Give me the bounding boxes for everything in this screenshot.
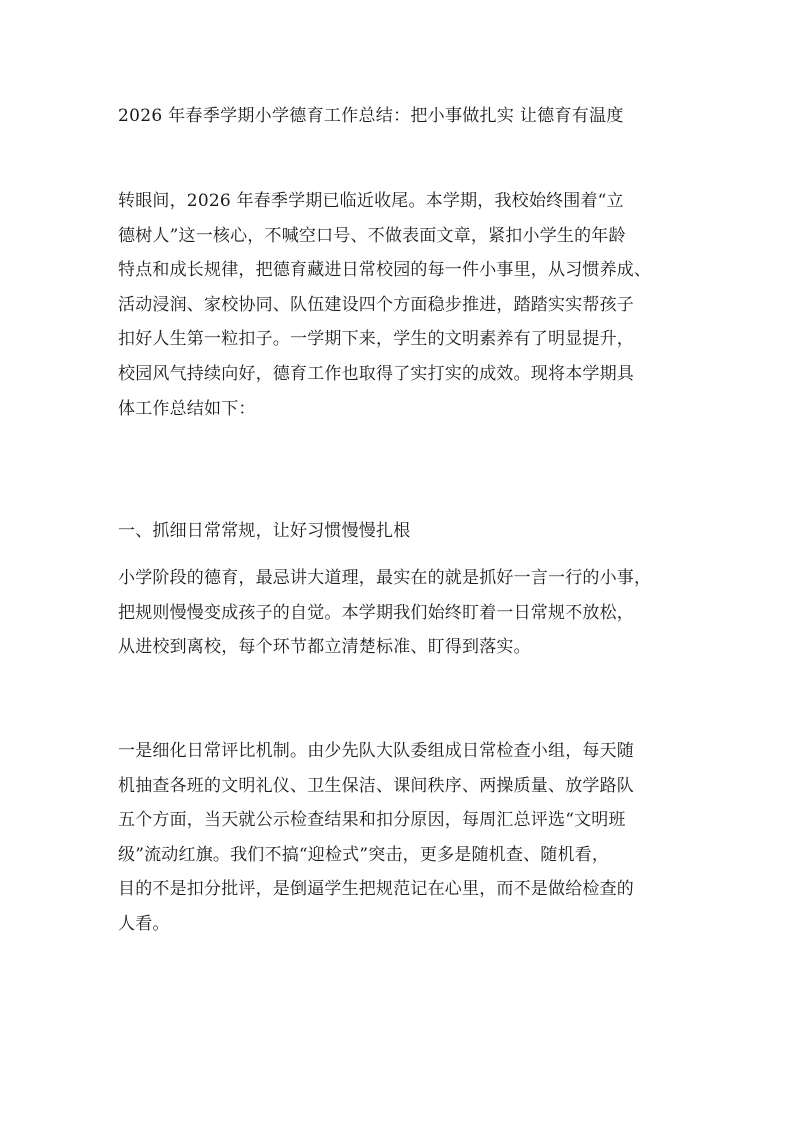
- paragraph-line: 从进校到离校，每个环节都立清楚标准、盯得到落实。: [118, 637, 531, 658]
- paragraph-line: 把规则慢慢变成孩子的自觉。本学期我们始终盯着一日常规不放松，: [118, 602, 634, 623]
- paragraph-line: 转眼间，2026 年春季学期已临近收尾。本学期，我校始终围着“立: [118, 191, 624, 211]
- paragraph-line: 五个方面，当天就公示检查结果和扣分原因，每周汇总评选“文明班: [118, 810, 626, 831]
- paragraph-line: 机抽查各班的文明礼仪、卫生保洁、课间秩序、两操质量、放学路队: [118, 775, 634, 796]
- intro-paragraph: [118, 184, 678, 426]
- paragraph-line: 活动浸润、家校协同、队伍建设四个方面稳步推进，踏踏实实帮孩子: [118, 294, 634, 315]
- section-heading: 一、抓细日常常规，让好习惯慢慢扎根: [118, 521, 411, 541]
- paragraph-line: 级”流动红旗。我们不搞“迎检式”突击，更多是随机查、随机看，: [118, 844, 610, 865]
- paragraph-line: 特点和成长规律，把德育藏进日常校园的每一件小事里，从习惯养成、: [118, 260, 652, 281]
- paragraph-line: 小学阶段的德育，最忌讲大道理，最实在的就是抓好一言一行的小事，: [118, 568, 652, 588]
- paragraph-line: 人看。: [118, 913, 170, 934]
- paragraph-line: 一是细化日常评比机制。由少先队大队委组成日常检查小组，每天随: [118, 741, 634, 761]
- section-paragraph: [118, 561, 678, 665]
- paragraph-line: 目的不是扣分批评，是倒逼学生把规范记在心里，而不是做给检查的: [118, 879, 634, 900]
- item-paragraph: [118, 734, 678, 942]
- document-title: 2026 年春季学期小学德育工作总结：把小事做扎实 让德育有温度: [118, 106, 624, 126]
- paragraph-line: 校园风气持续向好，德育工作也取得了实打实的成效。现将本学期具: [118, 363, 634, 384]
- paragraph-line: 德树人”这一核心，不喊空口号、不做表面文章，紧扣小学生的年龄: [118, 225, 626, 246]
- paragraph-line: 体工作总结如下：: [118, 398, 256, 419]
- paragraph-line: 扣好人生第一粒扣子。一学期下来，学生的文明素养有了明显提升，: [118, 329, 634, 350]
